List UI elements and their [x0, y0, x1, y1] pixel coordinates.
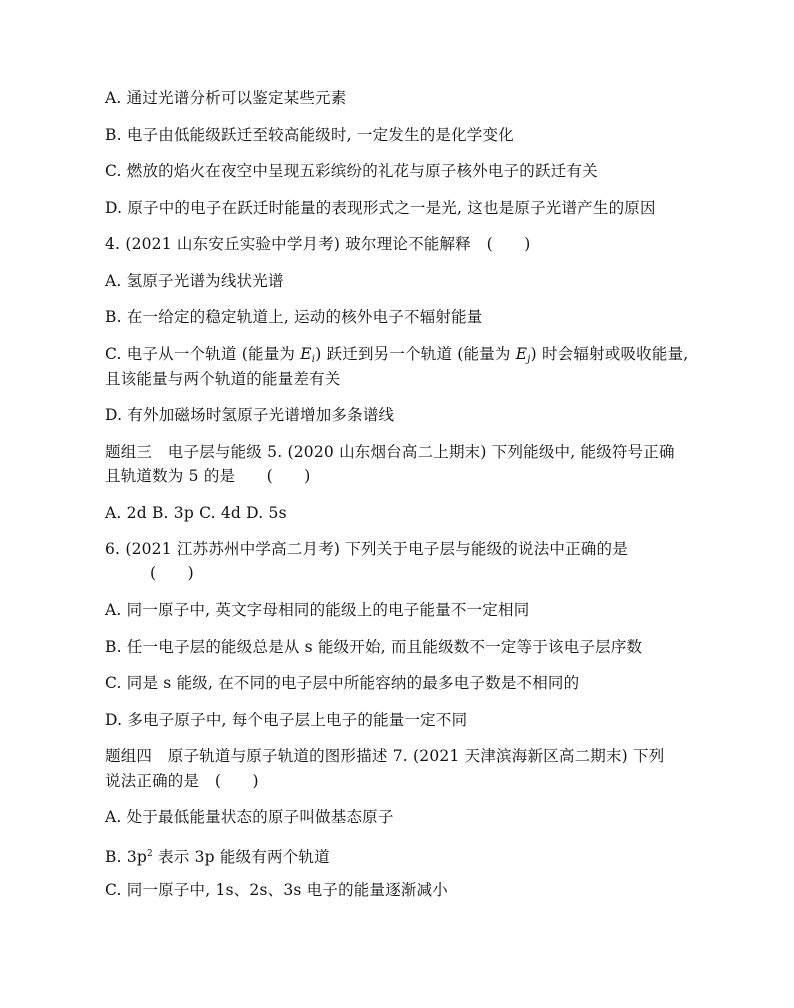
q6-option-d: D. 多电子原子中, 每个电子层上电子的能量一定不同	[105, 711, 468, 729]
q4-option-a: A. 氢原子光谱为线状光谱	[105, 272, 284, 290]
q7-option-a: A. 处于最低能量状态的原子叫做基态原子	[105, 808, 394, 826]
q7b-part2: 表示 3p 能级有两个轨道	[152, 848, 330, 866]
group3-heading-line2: 且轨道数为 5 的是 ( )	[105, 467, 311, 485]
energy-subscript-i: i	[311, 354, 316, 365]
q4-option-c-line2: 且该能量与两个轨道的能量差有关	[105, 370, 341, 388]
superscript-2: 2	[147, 849, 153, 859]
q4c-part3: ) 时会辐射或吸收能量,	[530, 345, 689, 363]
q4-option-b: B. 在一给定的稳定轨道上, 运动的核外电子不辐射能量	[105, 308, 483, 326]
q4-stem: 4. (2021 山东安丘实验中学月考) 玻尔理论不能解释 ( )	[105, 235, 531, 253]
q4c-part2: ) 跃迁到另一个轨道 (能量为	[315, 345, 516, 363]
q4-option-d: D. 有外加磁场时氢原子光谱增加多条谱线	[105, 406, 395, 424]
q6-answer-bracket: ( )	[150, 564, 194, 582]
group3-heading-line1: 题组三 电子层与能级 5. (2020 山东烟台高二上期末) 下列能级中, 能级符号正确	[105, 443, 675, 461]
q3-option-a: A. 通过光谱分析可以鉴定某些元素	[105, 89, 347, 107]
q6-option-b: B. 任一电子层的能级总是从 s 能级开始, 而且能级数不一定等于该电子层序数	[105, 638, 643, 656]
q5-options: A. 2d B. 3p C. 4d D. 5s	[105, 504, 287, 522]
q4-option-c-line1	[105, 344, 688, 370]
group4-heading-line2: 说法正确的是 ( )	[105, 772, 259, 790]
q3-option-c: C. 燃放的焰火在夜空中呈现五彩缤纷的礼花与原子核外电子的跃迁有关	[105, 162, 598, 180]
q3-option-b: B. 电子由低能级跃迁至较高能级时, 一定发生的是化学变化	[105, 126, 514, 144]
q7-option-b	[105, 844, 330, 867]
q4c-part1: C. 电子从一个轨道 (能量为	[105, 345, 301, 363]
energy-symbol-ej: E	[515, 345, 528, 363]
group4-heading-line1: 题组四 原子轨道与原子轨道的图形描述 7. (2021 天津滨海新区高二期末) 下列	[105, 747, 665, 765]
q6-stem: 6. (2021 江苏苏州中学高二月考) 下列关于电子层与能级的说法中正确的是	[105, 540, 628, 558]
q3-option-d: D. 原子中的电子在跃迁时能量的表现形式之一是光, 这也是原子光谱产生的原因	[105, 199, 656, 217]
q7b-part1: B. 3p	[105, 848, 148, 866]
energy-subscript-j: j	[527, 354, 531, 365]
q6-option-a: A. 同一原子中, 英文字母相同的能级上的电子能量不一定相同	[105, 601, 530, 619]
energy-symbol-ei: E	[300, 345, 312, 363]
q6-option-c: C. 同是 s 能级, 在不同的电子层中所能容纳的最多电子数是不相同的	[105, 674, 580, 692]
q7-option-c: C. 同一原子中, 1s、2s、3s 电子的能量逐渐减小	[105, 881, 448, 899]
